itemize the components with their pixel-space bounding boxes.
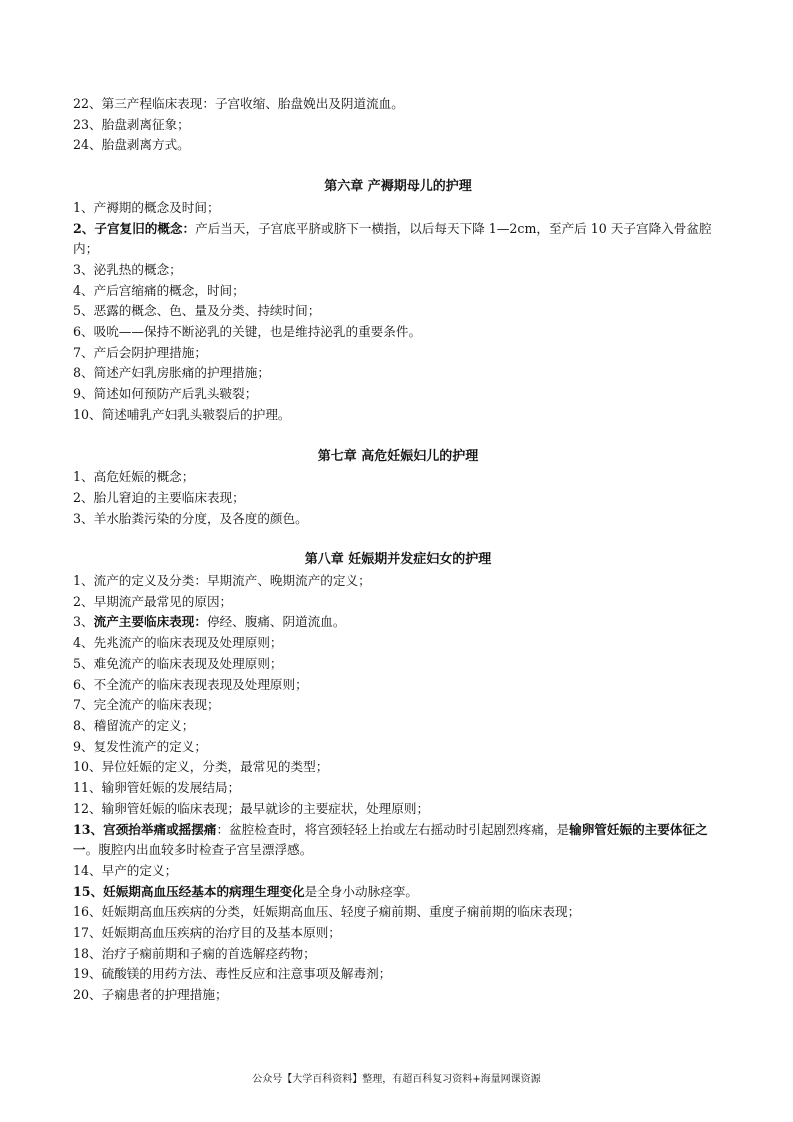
list-item	[73, 882, 723, 903]
list-item: 1、产褥期的概念及时间；	[73, 199, 220, 215]
list-item: 5、恶露的概念、色、量及分类、持续时间；	[73, 303, 321, 319]
list-item: 12、输卵管妊娠的临床表现；最早就诊的主要症状，处理原则；	[73, 800, 430, 816]
bold-term: 13、宫颈抬举痛或摇摆痛	[73, 821, 217, 837]
item-text: ：盆腔检查时，将宫颈轻轻上抬或左右摇动时引起剧烈疼痛，是	[216, 821, 570, 837]
list-item: 17、妊娠期高血压疾病的治疗目的及基本原则；	[73, 925, 341, 941]
chapter-6-section	[73, 177, 723, 425]
page-footer: 公众号【大学百科资料】整理，有超百科复习资料+海量网课资源	[252, 1074, 541, 1085]
list-item: 6、不全流产的临床表现表现及处理原则；	[73, 676, 308, 692]
item-text: 是全身小动脉痉挛。	[304, 883, 418, 899]
list-item: 23、胎盘剥离征象；	[73, 116, 190, 132]
list-item: 20、子痫患者的护理措施；	[73, 987, 228, 1003]
bold-term: 输卵管妊娠的主要体征之一	[73, 821, 708, 858]
list-item: 9、简述如何预防产后乳头皲裂；	[73, 386, 258, 402]
list-item: 7、产后会阴护理措施；	[73, 344, 207, 360]
list-item	[73, 820, 723, 861]
list-item: 3、泌乳热的概念；	[73, 261, 182, 277]
chapter-8-section	[73, 550, 723, 1005]
item-text: 。腹腔内出血较多时检查子宫呈漂浮感。	[85, 842, 313, 858]
document-body	[73, 94, 723, 1006]
item-number: 3、	[73, 614, 94, 630]
list-item: 4、产后宫缩痛的概念，时间；	[73, 282, 245, 298]
chapter-6-title: 第六章 产褥期母儿的护理	[324, 179, 472, 195]
chapter-7-section	[73, 447, 723, 530]
list-item	[73, 219, 723, 260]
chapter-7-title: 第七章 高危妊娠妇儿的护理	[317, 448, 479, 464]
list-item: 6、吸吮——保持不断泌乳的关键，也是维持泌乳的重要条件。	[73, 324, 422, 340]
list-item	[73, 612, 723, 633]
list-item: 2、胎儿窘迫的主要临床表现；	[73, 489, 245, 505]
list-item: 19、硫酸镁的用药方法、毒性反应和注意事项及解毒剂；	[73, 966, 392, 982]
list-item: 7、完全流产的临床表现；	[73, 697, 220, 713]
list-item: 1、流产的定义及分类：早期流产、晚期流产的定义；	[73, 573, 371, 589]
bold-term: 流产主要临床表现：	[93, 614, 207, 630]
list-item: 22、第三产程临床表现：子宫收缩、胎盘娩出及阴道流血。	[73, 96, 404, 111]
list-item: 10、异位妊娠的定义，分类，最常见的类型；	[73, 759, 329, 775]
list-item: 16、妊娠期高血压疾病的分类，妊娠期高血压、轻度子痫前期、重度子痫前期的临床表现；	[73, 904, 581, 920]
list-item: 9、复发性流产的定义；	[73, 738, 207, 754]
list-item: 8、稽留流产的定义；	[73, 717, 195, 733]
item-text: 停经、腹痛、阴道流血。	[206, 614, 346, 630]
bold-term: 15、妊娠期高血压经基本的病理生理变化	[73, 883, 305, 899]
list-item: 10、简述哺乳产妇乳头皲裂后的护理。	[73, 406, 291, 422]
list-item: 11、输卵管妊娠的发展结局；	[73, 780, 241, 796]
list-item: 1、高危妊娠的概念；	[73, 469, 195, 485]
list-item: 2、早期流产最常见的原因；	[73, 593, 233, 609]
list-item: 24、胎盘剥离方式。	[73, 137, 190, 153]
list-item: 14、早产的定义；	[73, 862, 178, 878]
list-item: 3、羊水胎粪污染的分度，及各度的颜色。	[73, 510, 308, 526]
bold-term: 2、子宫复旧的概念：	[73, 220, 196, 236]
intro-list	[73, 94, 723, 156]
list-item: 18、治疗子痫前期和子痫的首选解痉药物；	[73, 945, 316, 961]
chapter-8-title: 第八章 妊娠期并发症妇女的护理	[304, 552, 492, 568]
item-text: 产后当天，子宫底平脐或脐下一横指，以后每天下降 1—2cm，至产后 10 天子宫降入骨盆腔内；	[73, 220, 712, 257]
list-item: 8、简述产妇乳房胀痛的护理措施；	[73, 365, 270, 381]
list-item: 4、先兆流产的临床表现及处理原则；	[73, 635, 283, 651]
list-item: 5、难免流产的临床表现及处理原则；	[73, 655, 283, 671]
